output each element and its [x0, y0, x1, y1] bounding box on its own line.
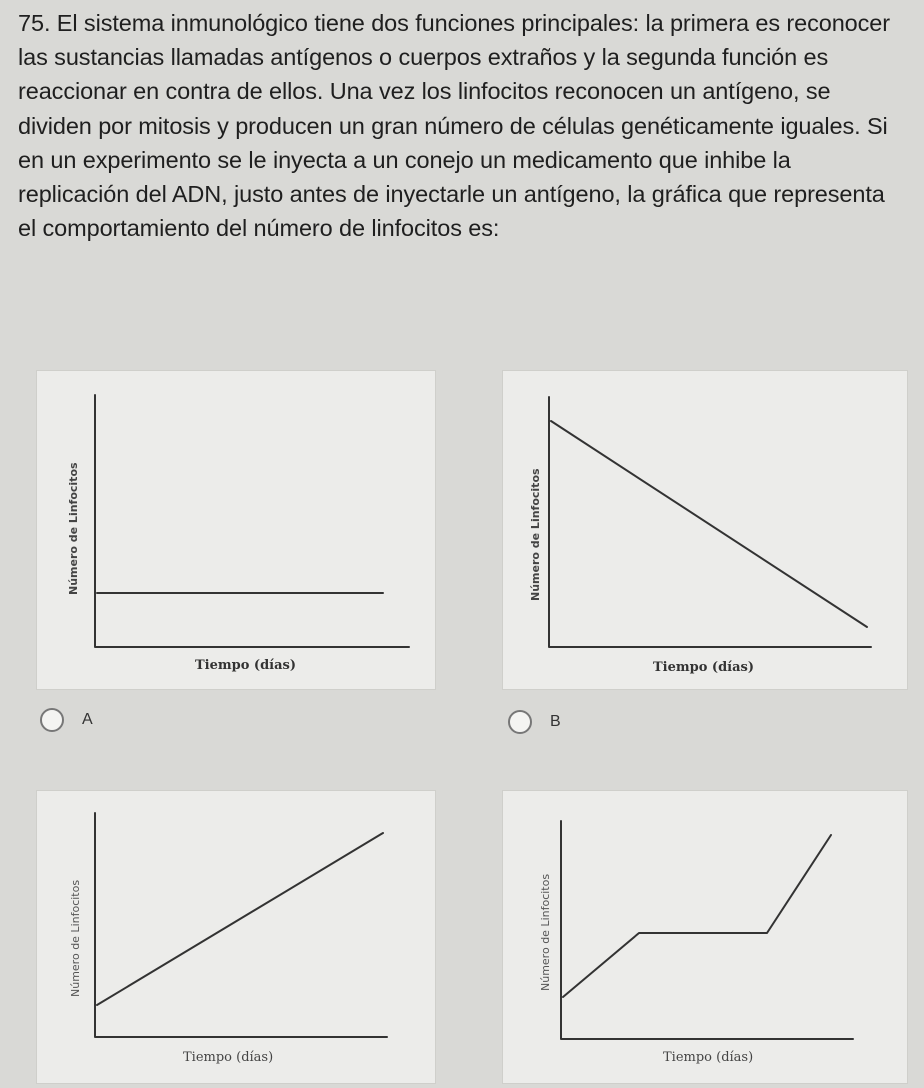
graph-d-line [563, 835, 831, 997]
option-b-radio[interactable] [508, 710, 532, 734]
option-a-label: A [82, 711, 93, 728]
graph-b-panel [502, 370, 908, 690]
graph-a-ylabel: Número de Linfocitos [67, 462, 80, 595]
graph-a-panel [36, 370, 436, 690]
graph-c-xlabel: Tiempo (días) [183, 1050, 274, 1065]
graph-c-axes [95, 813, 387, 1037]
graph-a-axes [95, 395, 409, 647]
graph-c [37, 791, 435, 1083]
graph-d-ylabel: Número de Linfocitos [539, 873, 552, 991]
option-b[interactable] [508, 710, 561, 734]
graph-b-axes [549, 397, 871, 647]
graph-b-ylabel: Número de Linfocitos [529, 468, 542, 601]
graph-d-axes [561, 821, 853, 1039]
graph-a [37, 371, 435, 689]
graph-b [503, 371, 907, 689]
graph-b-xlabel: Tiempo (días) [653, 660, 754, 675]
graph-a-xlabel: Tiempo (días) [195, 658, 296, 673]
graph-c-ylabel: Número de Linfocitos [69, 879, 82, 997]
option-a-radio[interactable] [40, 708, 64, 732]
graph-d-panel [502, 790, 908, 1084]
graph-b-line [551, 421, 867, 627]
option-a[interactable] [40, 708, 93, 732]
graph-c-line [97, 833, 383, 1005]
option-b-label: B [550, 713, 561, 730]
graph-d [503, 791, 907, 1083]
question-text: 75. El sistema inmunológico tiene dos funciones principales: la primera es reconocer las sustancias llamadas antígenos o cuerpos extraños y la segunda función es reaccionar en contra de ellos. Una vez los linfocitos reconocen un antígeno, se dividen por mitosis y producen un gran número de células genéticamente iguales. Si en un experimento se le inyecta a un conejo un medicamento que inhibe la replicación del ADN, justo antes de inyectarle un antígeno, la gráfica que representa el comportamiento del número de linfocitos es: [18, 10, 891, 242]
graph-d-xlabel: Tiempo (días) [663, 1050, 754, 1065]
graph-c-panel [36, 790, 436, 1084]
